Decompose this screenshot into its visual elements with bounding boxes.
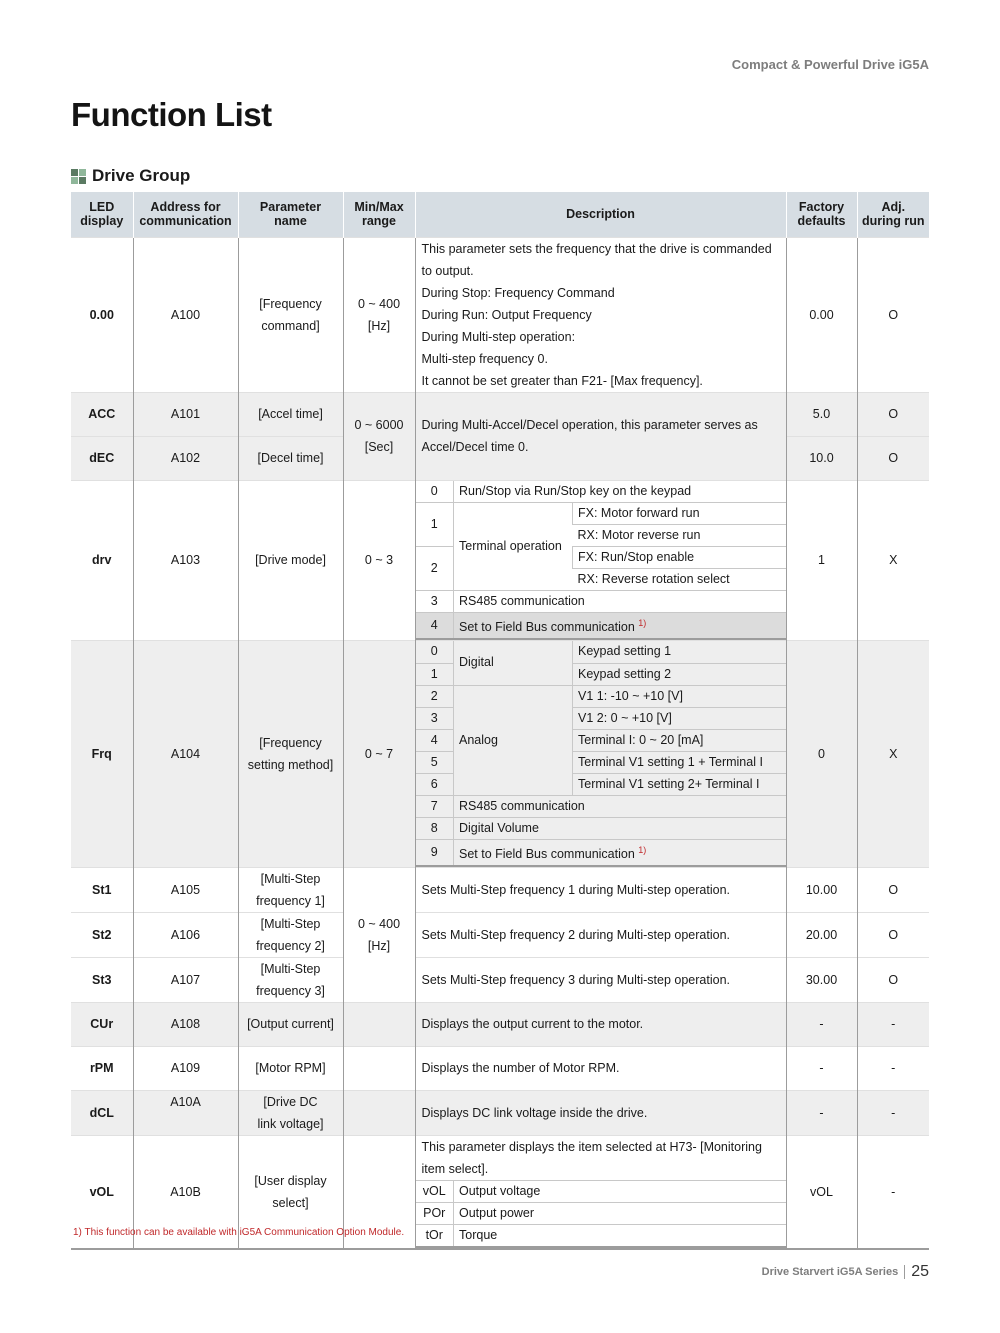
factory-default: 1 xyxy=(786,480,857,641)
col-adj-during-run: Adj. during run xyxy=(857,192,929,237)
factory-default: 0.00 xyxy=(786,237,857,392)
table-row xyxy=(71,1002,929,1046)
factory-default: vOL xyxy=(786,1135,857,1249)
led-code: Frq xyxy=(71,641,133,868)
parameter-name: [Frequency setting method] xyxy=(238,641,343,868)
description: Displays DC link voltage inside the drive. xyxy=(415,1090,786,1135)
option-text: Run/Stop via Run/Stop key on the keypad xyxy=(454,481,786,503)
option-number: 8 xyxy=(416,817,454,839)
range: 0 ~ 7 xyxy=(343,641,415,868)
list-item xyxy=(416,795,786,817)
adj-during-run: O xyxy=(857,912,929,957)
option-value: FX: Run/Stop enable xyxy=(573,547,786,569)
adj-during-run: - xyxy=(857,1090,929,1135)
option-number: 3 xyxy=(416,591,454,613)
range: 0 ~ 6000 [Sec] xyxy=(343,392,415,480)
factory-default: - xyxy=(786,1002,857,1046)
col-range: Min/Max range xyxy=(343,192,415,237)
address: A107 xyxy=(133,957,238,1002)
section-heading xyxy=(71,166,190,186)
range: 0 ~ 400 [Hz] xyxy=(343,867,415,1002)
option-value: Terminal V1 setting 1 + Terminal I xyxy=(573,751,786,773)
adj-during-run: - xyxy=(857,1135,929,1249)
address: A102 xyxy=(133,436,238,480)
option-text: Set to Field Bus communication $^{1)}$ xyxy=(454,613,786,640)
factory-default: 0 xyxy=(786,641,857,868)
factory-default: 5.0 xyxy=(786,392,857,436)
option-text: RS485 communication xyxy=(454,591,786,613)
option-value: RX: Reverse rotation select xyxy=(573,569,786,591)
list-item xyxy=(416,641,786,663)
page-number: 25 xyxy=(911,1263,929,1280)
option-text: Digital xyxy=(454,641,573,685)
item-text: Output voltage xyxy=(454,1180,786,1202)
address: A104 xyxy=(133,641,238,868)
range xyxy=(343,1046,415,1090)
option-value: FX: Motor forward run xyxy=(573,503,786,525)
parameter-name: [Multi-Step frequency 1] xyxy=(238,867,343,912)
col-parameter-name: Parameter name xyxy=(238,192,343,237)
description: This parameter sets the frequency that the drive is commanded to output. During Stop: Frequency Command During Run: Output Frequency During Multi-step operation: Multi-step frequency 0. It cannot be set greater than F21- [Max frequency]. xyxy=(415,237,786,392)
description: Displays the number of Motor RPM. xyxy=(415,1046,786,1090)
led-code: dEC xyxy=(71,436,133,480)
parameter-name: [Multi-Step frequency 3] xyxy=(238,957,343,1002)
option-number: 4 xyxy=(416,729,454,751)
range xyxy=(343,1090,415,1135)
col-led-display: LED display xyxy=(71,192,133,237)
list-item xyxy=(416,817,786,839)
item-code: vOL xyxy=(416,1180,454,1202)
table-row xyxy=(71,392,929,436)
list-item xyxy=(416,1202,786,1224)
description xyxy=(415,480,786,641)
page-footer xyxy=(762,1263,929,1281)
address: A109 xyxy=(133,1046,238,1090)
footnote-ref: 1) xyxy=(638,618,647,628)
page-title: Function List xyxy=(71,96,272,133)
option-value: Terminal V1 setting 2+ Terminal I xyxy=(573,773,786,795)
option-value: V1 2: 0 ~ +10 [V] xyxy=(573,707,786,729)
description xyxy=(415,641,786,868)
list-item xyxy=(416,591,786,613)
led-code: vOL xyxy=(71,1135,133,1249)
item-text: Output power xyxy=(454,1202,786,1224)
adj-during-run: O xyxy=(857,867,929,912)
display-items xyxy=(416,1180,786,1248)
adj-during-run: O xyxy=(857,436,929,480)
option-number: 5 xyxy=(416,751,454,773)
list-item xyxy=(416,1180,786,1202)
led-code: St3 xyxy=(71,957,133,1002)
address: A101 xyxy=(133,392,238,436)
range xyxy=(343,1002,415,1046)
parameter-name: [Output current] xyxy=(238,1002,343,1046)
table-row xyxy=(71,480,929,641)
list-item xyxy=(416,503,786,525)
factory-default: - xyxy=(786,1046,857,1090)
parameter-name: [Decel time] xyxy=(238,436,343,480)
option-value: RX: Motor reverse run xyxy=(573,525,786,547)
table-row xyxy=(71,867,929,912)
factory-default: 10.00 xyxy=(786,867,857,912)
option-number: 9 xyxy=(416,839,454,866)
led-code: St1 xyxy=(71,867,133,912)
table-row xyxy=(71,957,929,1002)
description: During Multi-Accel/Decel operation, this parameter serves as Accel/Decel time 0. xyxy=(415,392,786,480)
footer-divider xyxy=(904,1265,905,1279)
description: Sets Multi-Step frequency 3 during Multi-step operation. xyxy=(415,957,786,1002)
parameter-name: [Accel time] xyxy=(238,392,343,436)
led-code: dCL xyxy=(71,1090,133,1135)
table-header-row xyxy=(71,192,929,237)
parameter-name: [Multi-Step frequency 2] xyxy=(238,912,343,957)
option-number: 7 xyxy=(416,795,454,817)
led-code: CUr xyxy=(71,1002,133,1046)
address: A10A xyxy=(133,1090,238,1135)
address: A106 xyxy=(133,912,238,957)
option-text: Analog xyxy=(454,685,573,795)
range: 0 ~ 3 xyxy=(343,480,415,641)
item-code: POr xyxy=(416,1202,454,1224)
description-text: This parameter displays the item selected at H73- [Monitoring item select]. xyxy=(421,1139,762,1176)
led-code: drv xyxy=(71,480,133,641)
list-item xyxy=(416,613,786,640)
option-number: 1 xyxy=(416,663,454,685)
squares-icon xyxy=(71,169,86,184)
factory-default: 10.0 xyxy=(786,436,857,480)
option-value: Keypad setting 1 xyxy=(573,641,786,663)
list-item xyxy=(416,1224,786,1247)
item-text: Torque xyxy=(454,1224,786,1247)
led-code: rPM xyxy=(71,1046,133,1090)
item-code: tOr xyxy=(416,1224,454,1247)
list-item xyxy=(416,839,786,866)
adj-during-run: X xyxy=(857,480,929,641)
brand-tagline: Compact & Powerful Drive iG5A xyxy=(731,57,929,72)
option-text: RS485 communication xyxy=(454,795,786,817)
parameter-name: [Drive DC link voltage] xyxy=(238,1090,343,1135)
option-text: Digital Volume xyxy=(454,817,786,839)
option-value: V1 1: -10 ~ +10 [V] xyxy=(573,685,786,707)
table-row xyxy=(71,237,929,392)
description: Sets Multi-Step frequency 2 during Multi-step operation. xyxy=(415,912,786,957)
option-number: 0 xyxy=(416,481,454,503)
frequency-method-options xyxy=(416,641,786,867)
description: Sets Multi-Step frequency 1 during Multi-step operation. xyxy=(415,867,786,912)
option-value: Terminal I: 0 ~ 20 [mA] xyxy=(573,729,786,751)
footnote: 1) This function can be available with iG5A Communication Option Module. xyxy=(73,1227,405,1238)
adj-during-run: O xyxy=(857,957,929,1002)
led-code: St2 xyxy=(71,912,133,957)
table-row xyxy=(71,912,929,957)
factory-default: - xyxy=(786,1090,857,1135)
parameter-name: [Motor RPM] xyxy=(238,1046,343,1090)
address: A103 xyxy=(133,480,238,641)
address: A105 xyxy=(133,867,238,912)
footnote-ref: 1) xyxy=(638,844,647,855)
list-item xyxy=(416,481,786,503)
col-address: Address for communication xyxy=(133,192,238,237)
option-number: 1 xyxy=(416,503,454,547)
description: Displays the output current to the motor. xyxy=(415,1002,786,1046)
option-number: 4 xyxy=(416,613,454,640)
option-number: 2 xyxy=(416,685,454,707)
table-row xyxy=(71,641,929,868)
option-number: 0 xyxy=(416,641,454,663)
list-item xyxy=(416,685,786,707)
col-factory-defaults: Factory defaults xyxy=(786,192,857,237)
option-text: Set to Field Bus communication $^{1)}$ xyxy=(454,839,786,866)
parameter-name: [Drive mode] xyxy=(238,480,343,641)
address: A100 xyxy=(133,237,238,392)
address: A10B xyxy=(133,1135,238,1249)
col-description: Description xyxy=(415,192,786,237)
parameter-name: [Frequency command] xyxy=(238,237,343,392)
option-text: Terminal operation xyxy=(454,503,573,591)
adj-during-run: O xyxy=(857,392,929,436)
option-number: 3 xyxy=(416,707,454,729)
range: 0 ~ 400 [Hz] xyxy=(343,237,415,392)
factory-default: 30.00 xyxy=(786,957,857,1002)
parameter-name: [User display select] xyxy=(238,1135,343,1249)
led-code: 0.00 xyxy=(71,237,133,392)
option-number: 2 xyxy=(416,547,454,591)
adj-during-run: O xyxy=(857,237,929,392)
factory-default: 20.00 xyxy=(786,912,857,957)
description xyxy=(415,1135,786,1249)
option-value: Keypad setting 2 xyxy=(573,663,786,685)
function-table xyxy=(71,192,929,1250)
led-code: ACC xyxy=(71,392,133,436)
adj-during-run: - xyxy=(857,1046,929,1090)
adj-during-run: X xyxy=(857,641,929,868)
option-number: 6 xyxy=(416,773,454,795)
footer-series: Drive Starvert iG5A Series xyxy=(761,1266,899,1278)
drive-mode-options xyxy=(416,481,786,641)
address: A108 xyxy=(133,1002,238,1046)
adj-during-run: - xyxy=(857,1002,929,1046)
table-row xyxy=(71,1046,929,1090)
section-title: Drive Group xyxy=(92,166,191,185)
table-row xyxy=(71,1090,929,1135)
